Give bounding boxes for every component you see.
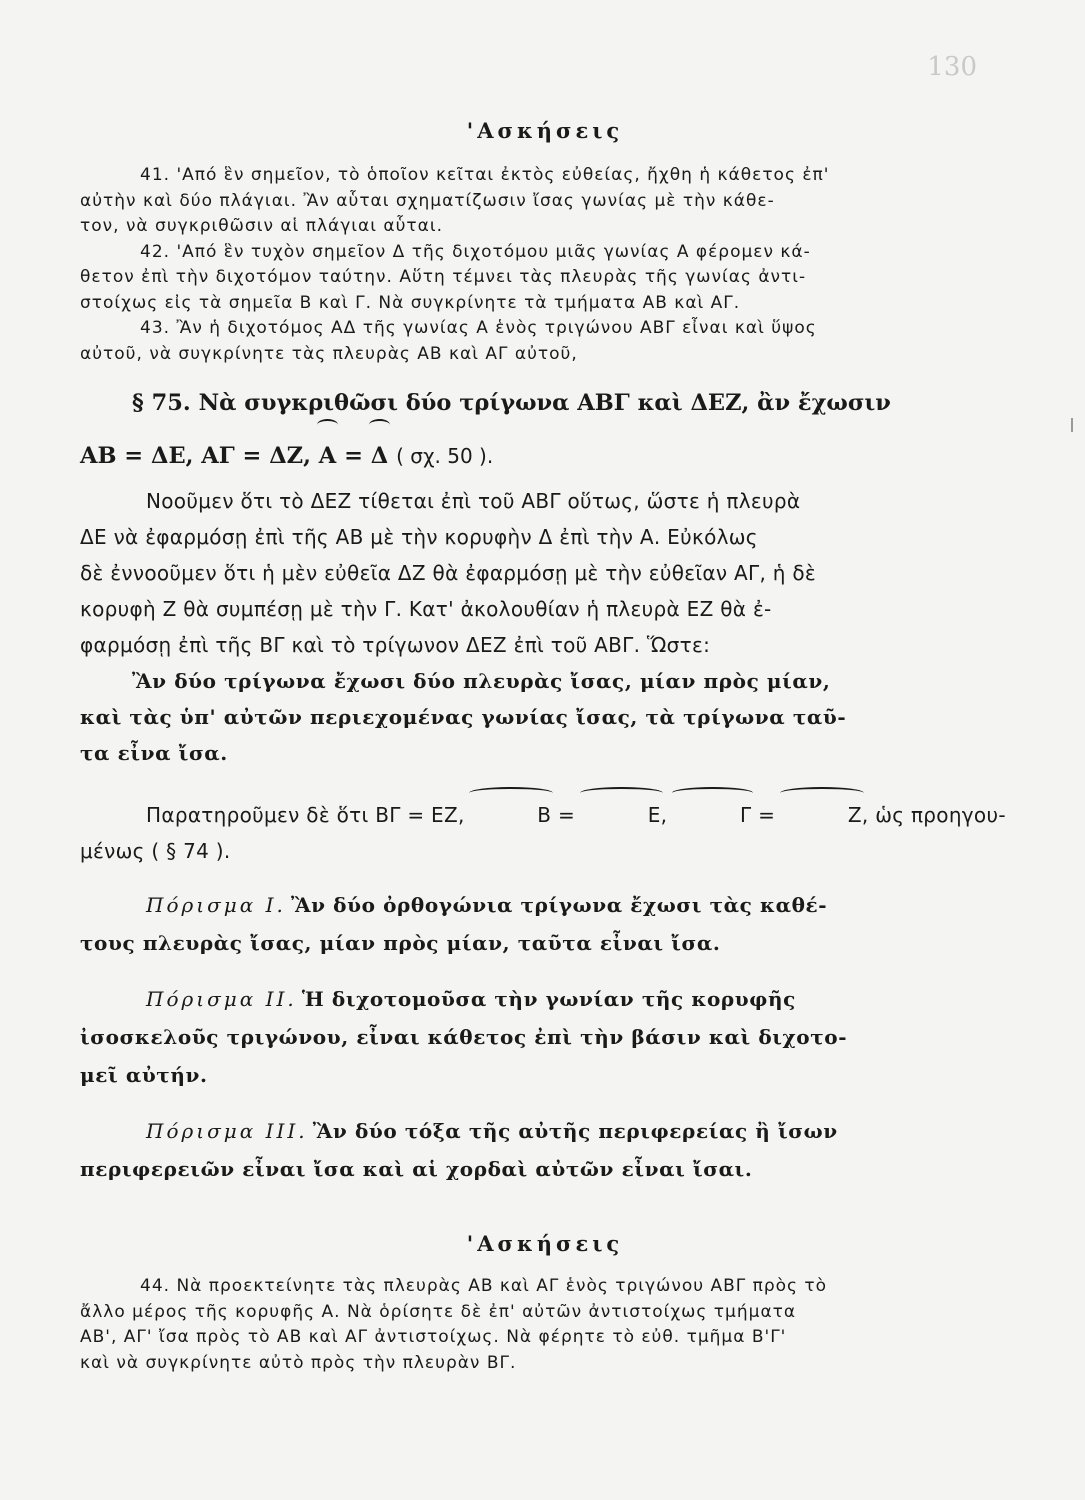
section-75-title: § 75. Νὰ συγκριθῶσι δύο τρίγωνα ΑΒΓ καὶ ΔΕΖ, ἂν ἔχωσιν: [132, 390, 891, 416]
corollary-3-cont: [80, 1151, 1010, 1189]
figure-reference: ( σχ. 50 ).: [396, 444, 494, 468]
proof-line4: κορυφὴ Ζ θὰ συμπέσῃ μὲ τὴν Γ. Κατ' ἀκολουθίαν ἡ πλευρὰ ΕΖ θὰ ἐ-: [80, 597, 772, 621]
margin-mark: [1071, 418, 1073, 432]
corollary-2: [80, 981, 1010, 1019]
corollary-3-text2: περιφερειῶν εἶναι ἴσα καὶ αἱ χορδαὶ αὐτῶν εἶναι ἴσαι.: [80, 1157, 753, 1181]
exercise-43-line2: αὐτοῦ, νὰ συγκρίνητε τὰς πλευρὰς ΑΒ καὶ ΑΓ αὐτοῦ,: [80, 343, 578, 364]
angle-A: Α: [319, 429, 336, 483]
corollary-2-text2: ἰσοσκελοῦς τριγώνου, εἶναι κάθετος ἐπὶ τὴν βάσιν καὶ διχοτο-: [80, 1025, 848, 1049]
exercise-43: [80, 316, 1010, 367]
corollary-2-cont2: [80, 1057, 1010, 1095]
exercise-42: [80, 240, 1010, 317]
equals-1: =: [558, 803, 576, 827]
exercise-44-line2: ἄλλο μέρος τῆς κορυφῆς Α. Νὰ ὁρίσητε δὲ ἐπ' αὐτῶν ἀντιστοίχως τμήματα: [80, 1301, 797, 1322]
corollary-3-head: Πόρισμα ΙΙΙ.: [146, 1119, 308, 1143]
corollary-2-cont: [80, 1019, 1010, 1057]
corollary-3-text: Ἂν δύο τόξα τῆς αὐτῆς περιφερείας ἢ ἴσων: [312, 1119, 838, 1143]
exercise-42-line3: στοίχως εἰς τὰ σημεῖα Β καὶ Γ. Νὰ συγκρίνητε τὰ τμήματα ΑΒ καὶ ΑΓ.: [80, 292, 741, 313]
theorem-line3: τα εἶνα ἴσα.: [80, 741, 228, 765]
exercises-heading: 'Ασκήσεις: [466, 118, 624, 143]
exercise-44: [80, 1274, 1010, 1376]
corollary-1-head: Πόρισμα Ι.: [146, 893, 286, 917]
corollary-1: [80, 887, 1010, 925]
observation-line2: μένως ( § 74 ).: [80, 839, 231, 863]
section-75-conditions: [80, 429, 1010, 483]
condition-sides: ΑΒ = ΔΕ, ΑΓ = ΔΖ,: [80, 443, 311, 469]
observation-text: Παρατηροῦμεν δὲ ὅτι ΒΓ = ΕΖ,: [146, 803, 465, 827]
theorem: [80, 663, 1010, 771]
exercise-42-line2: θετον ἐπὶ τὴν διχοτόμον ταύτην. Αὕτη τέμνει τὰς πλευρὰς τῆς γωνίας ἀντι-: [80, 267, 807, 287]
exercise-44-line4: καὶ νὰ συγκρίνητε αὐτὸ πρὸς τὴν πλευρὰν ΒΓ.: [80, 1352, 517, 1373]
angle-G: Γ: [674, 797, 751, 833]
theorem-line2: καὶ τὰς ὑπ' αὐτῶν περιεχομένας γωνίας ἴσας, τὰ τρίγωνα ταῦ-: [80, 705, 847, 729]
exercise-41: [80, 163, 1010, 240]
exercise-44-line1: 44. Νὰ προεκτείνητε τὰς πλευρὰς ΑΒ καὶ ΑΓ ἑνὸς τριγώνου ΑΒΓ πρὸς τὸ: [140, 1276, 828, 1296]
corollary-3: [80, 1113, 1010, 1151]
angle-Z: Ζ: [782, 797, 862, 833]
corollary-2-text3: μεῖ αὐτήν.: [80, 1063, 208, 1087]
angle-B: Β: [471, 797, 551, 833]
page-content: [80, 118, 1010, 1376]
angle-E: Ε: [582, 797, 661, 833]
exercise-44-line3: ΑΒ', ΑΓ' ἴσα πρὸς τὸ ΑΒ καὶ ΑΓ ἀντιστοίχως. Νὰ φέρητε τὸ εὐθ. τμῆμα Β'Γ': [80, 1327, 787, 1347]
proof-line3: δὲ ἐννοοῦμεν ὅτι ἡ μὲν εὐθεῖα ΔΖ θὰ ἐφαρμόσῃ μὲ τὴν εὐθεῖαν ΑΓ, ἡ δὲ: [80, 561, 817, 585]
page-number: 130: [927, 52, 977, 82]
angle-D: Δ: [371, 429, 388, 483]
corollary-2-head: Πόρισμα ΙΙ.: [146, 987, 297, 1011]
proof-line1: Νοοῦμεν ὅτι τὸ ΔΕΖ τίθεται ἐπὶ τοῦ ΑΒΓ οὕτως, ὥστε ἡ πλευρὰ: [146, 489, 801, 513]
equals-2: =: [758, 803, 776, 827]
corollary-2-text: Ἡ διχοτομοῦσα τὴν γωνίαν τῆς κορυφῆς: [301, 987, 796, 1011]
exercise-42-line1: 42. 'Από ἓν τυχὸν σημεῖον Δ τῆς διχοτόμου μιᾶς γωνίας Α φέρομεν κά-: [140, 241, 811, 262]
condition-equals: =: [344, 443, 363, 469]
exercise-43-line1: 43. Ἂν ἡ διχοτόμος ΑΔ τῆς γωνίας Α ἑνὸς τριγώνου ΑΒΓ εἶναι καὶ ὕψος: [140, 318, 817, 338]
observation-line1: [80, 797, 1010, 833]
proof-line2: ΔΕ νὰ ἐφαρμόσῃ ἐπὶ τῆς ΑΒ μὲ τὴν κορυφὴν Δ ἐπὶ τὴν Α. Εὐκόλως: [80, 525, 758, 549]
observation-end: , ὡς προηγου-: [861, 803, 1006, 827]
observation-paragraph: [80, 797, 1010, 869]
exercises-heading-2: 'Ασκήσεις: [466, 1231, 624, 1256]
proof-line5: φαρμόσῃ ἐπὶ τῆς ΒΓ καὶ τὸ τρίγωνον ΔΕΖ ἐπὶ τοῦ ΑΒΓ. Ὥστε:: [80, 633, 711, 657]
exercise-41-line3: τον, νὰ συγκριθῶσιν αἱ πλάγιαι αὗται.: [80, 216, 444, 236]
theorem-line1: Ἂν δύο τρίγωνα ἔχωσι δύο πλευρὰς ἴσας, μίαν πρὸς μίαν,: [132, 669, 831, 693]
corollary-1-cont: [80, 925, 1010, 963]
corollary-1-text: Ἂν δύο ὀρθογώνια τρίγωνα ἔχωσι τὰς καθέ-: [290, 893, 828, 917]
comma: ,: [660, 803, 668, 827]
corollary-1-text2: τους πλευρὰς ἴσας, μίαν πρὸς μίαν, ταῦτα εἶναι ἴσα.: [80, 931, 721, 955]
exercise-41-line1: 41. 'Από ἓν σημεῖον, τὸ ὁποῖον κεῖται ἐκτὸς εὐθείας, ἤχθη ἡ κάθετος ἐπ': [140, 165, 830, 185]
proof-paragraph: [80, 483, 1010, 663]
exercise-41-line2: αὐτὴν καὶ δύο πλάγιαι. Ἂν αὗται σχηματίζωσιν ἴσας γωνίας μὲ τὴν κάθε-: [80, 190, 775, 211]
